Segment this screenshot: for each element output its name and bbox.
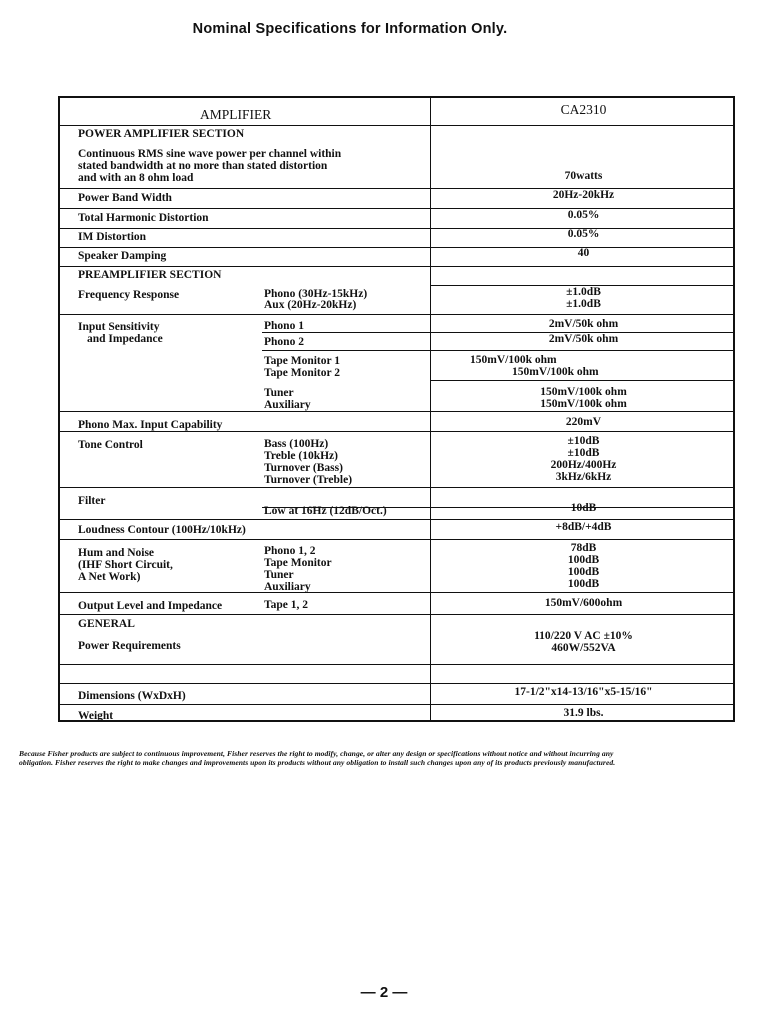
input-phono2-value: 2mV/50k ohm (548, 333, 619, 345)
weight-value: 31.9 lbs. (563, 707, 604, 719)
input-tape2-value: 150mV/100k ohm (512, 366, 599, 378)
thd-value: 0.05% (567, 209, 600, 221)
tone-bass-value: ±10dB (567, 435, 600, 447)
input-tuner-value: 150mV/100k ohm (540, 386, 627, 398)
input-tape1: Tape Monitor 1 (264, 355, 341, 367)
hum-tuner: Tuner (264, 569, 294, 581)
input-aux-value: 150mV/100k ohm (540, 398, 627, 410)
dimensions-value: 17-1/2"x14-13/16"x5-15/16" (514, 686, 653, 698)
input-phono1-value: 2mV/50k ohm (548, 318, 619, 330)
input-auxiliary: Auxiliary (264, 399, 311, 411)
freq-aux-value: ±1.0dB (566, 298, 601, 310)
row-divider (60, 614, 733, 615)
row-divider (60, 431, 733, 432)
power-requirements-label: Power Requirements (78, 640, 181, 652)
input-impedance-label: and Impedance (87, 333, 163, 345)
power-desc-line-2: stated bandwidth at no more than stated distortion (78, 160, 328, 172)
hum-tape-value: 100dB (567, 554, 600, 566)
input-sensitivity-label: Input Sensitivity (78, 321, 160, 333)
model-header: CA2310 (560, 102, 607, 117)
filter-label: Filter (78, 495, 106, 507)
row-divider (60, 519, 733, 520)
hum-phono-value: 78dB (570, 542, 597, 554)
freq-aux-sub: Aux (20Hz-20kHz) (264, 299, 357, 311)
power-band-value: 20Hz-20kHz (552, 189, 615, 201)
hum-auxiliary: Auxiliary (264, 581, 311, 593)
general-section-label: GENERAL (78, 618, 135, 630)
power-band-label: Power Band Width (78, 192, 172, 204)
output-level-label: Output Level and Impedance (78, 600, 223, 612)
power-value: 70watts (564, 170, 603, 182)
power-desc-line-3: and with an 8 ohm load (78, 172, 194, 184)
row-divider (60, 487, 733, 488)
disclaimer-footnote (19, 749, 754, 767)
filter-sub: Low at 16Hz (12dB/Oct.) (264, 505, 387, 517)
weight-label: Weight (78, 710, 114, 722)
hum-noise-label: Hum and Noise (78, 547, 155, 559)
tone-turnover-treble-value: 3kHz/6kHz (555, 471, 612, 483)
tone-bass: Bass (100Hz) (264, 438, 329, 450)
row-divider (60, 683, 733, 684)
thd-label: Total Harmonic Distortion (78, 212, 209, 224)
im-distortion-value: 0.05% (567, 228, 600, 240)
tone-treble-value: ±10dB (567, 447, 600, 459)
hum-tape: Tape Monitor (264, 557, 332, 569)
filter-value: 10dB (570, 502, 597, 514)
tone-turnover-treble: Turnover (Treble) (264, 474, 353, 486)
freq-phono-value: ±1.0dB (566, 286, 601, 298)
tone-treble: Treble (10kHz) (264, 450, 338, 462)
loudness-value: +8dB/+4dB (555, 521, 612, 533)
column-divider (430, 98, 431, 720)
row-divider (60, 704, 733, 705)
hum-aux-value: 100dB (567, 578, 600, 590)
output-level-sub: Tape 1, 2 (264, 599, 308, 611)
input-tuner: Tuner (264, 387, 294, 399)
power-requirements-value-1: 110/220 V AC ±10% (534, 630, 633, 642)
row-divider (60, 592, 733, 593)
footnote-line-2: obligation. Fisher reserves the right to make changes and improvements upon its products without any obligation to install such changes upon any of its products previously manufactured. (19, 758, 616, 767)
amplifier-header: AMPLIFIER (200, 107, 272, 122)
im-distortion-label: IM Distortion (78, 231, 147, 243)
speaker-damping-value: 40 (577, 247, 590, 259)
hum-noise-ihf-label: (IHF Short Circuit, (78, 559, 173, 571)
hum-phono: Phono 1, 2 (264, 545, 316, 557)
frequency-response-label: Frequency Response (78, 289, 180, 301)
freq-phono-sub: Phono (30Hz-15kHz) (264, 288, 368, 300)
page-number: — 2 — (360, 984, 408, 1001)
page-title: Nominal Specifications for Information Only. (192, 21, 508, 37)
input-tape1-value: 150mV/100k ohm (470, 354, 557, 366)
tone-control-label: Tone Control (78, 439, 143, 451)
phono-max-label: Phono Max. Input Capability (78, 419, 223, 431)
input-tape2: Tape Monitor 2 (264, 367, 341, 379)
preamp-section-label: PREAMPLIFIER SECTION (78, 269, 222, 281)
input-phono2: Phono 2 (264, 336, 304, 348)
row-divider (60, 411, 733, 412)
input-phono1: Phono 1 (264, 320, 304, 332)
speaker-damping-label: Speaker Damping (78, 250, 167, 262)
hum-noise-network-label: A Net Work) (78, 571, 141, 583)
power-requirements-value-2: 460W/552VA (551, 642, 616, 654)
row-divider (60, 664, 733, 665)
spec-table (58, 96, 735, 722)
row-divider (262, 350, 733, 351)
tone-turnover-bass: Turnover (Bass) (264, 462, 343, 474)
row-divider (60, 539, 733, 540)
hum-tuner-value: 100dB (567, 566, 600, 578)
row-divider (60, 125, 733, 126)
power-amp-section-label: POWER AMPLIFIER SECTION (78, 128, 245, 140)
row-divider (60, 314, 733, 315)
row-divider (60, 266, 733, 267)
footnote-line-1: Because Fisher products are subject to continuous improvement, Fisher reserves the right to modify, change, or alter any design or specifications without notice and without incurring any (19, 749, 614, 758)
power-desc-line-1: Continuous RMS sine wave power per channel within (78, 148, 342, 160)
phono-max-value: 220mV (565, 416, 602, 428)
dimensions-label: Dimensions (WxDxH) (78, 690, 186, 702)
row-divider (430, 380, 733, 381)
output-level-value: 150mV/600ohm (544, 597, 623, 609)
tone-turnover-bass-value: 200Hz/400Hz (550, 459, 617, 471)
loudness-label: Loudness Contour (100Hz/10kHz) (78, 524, 246, 536)
